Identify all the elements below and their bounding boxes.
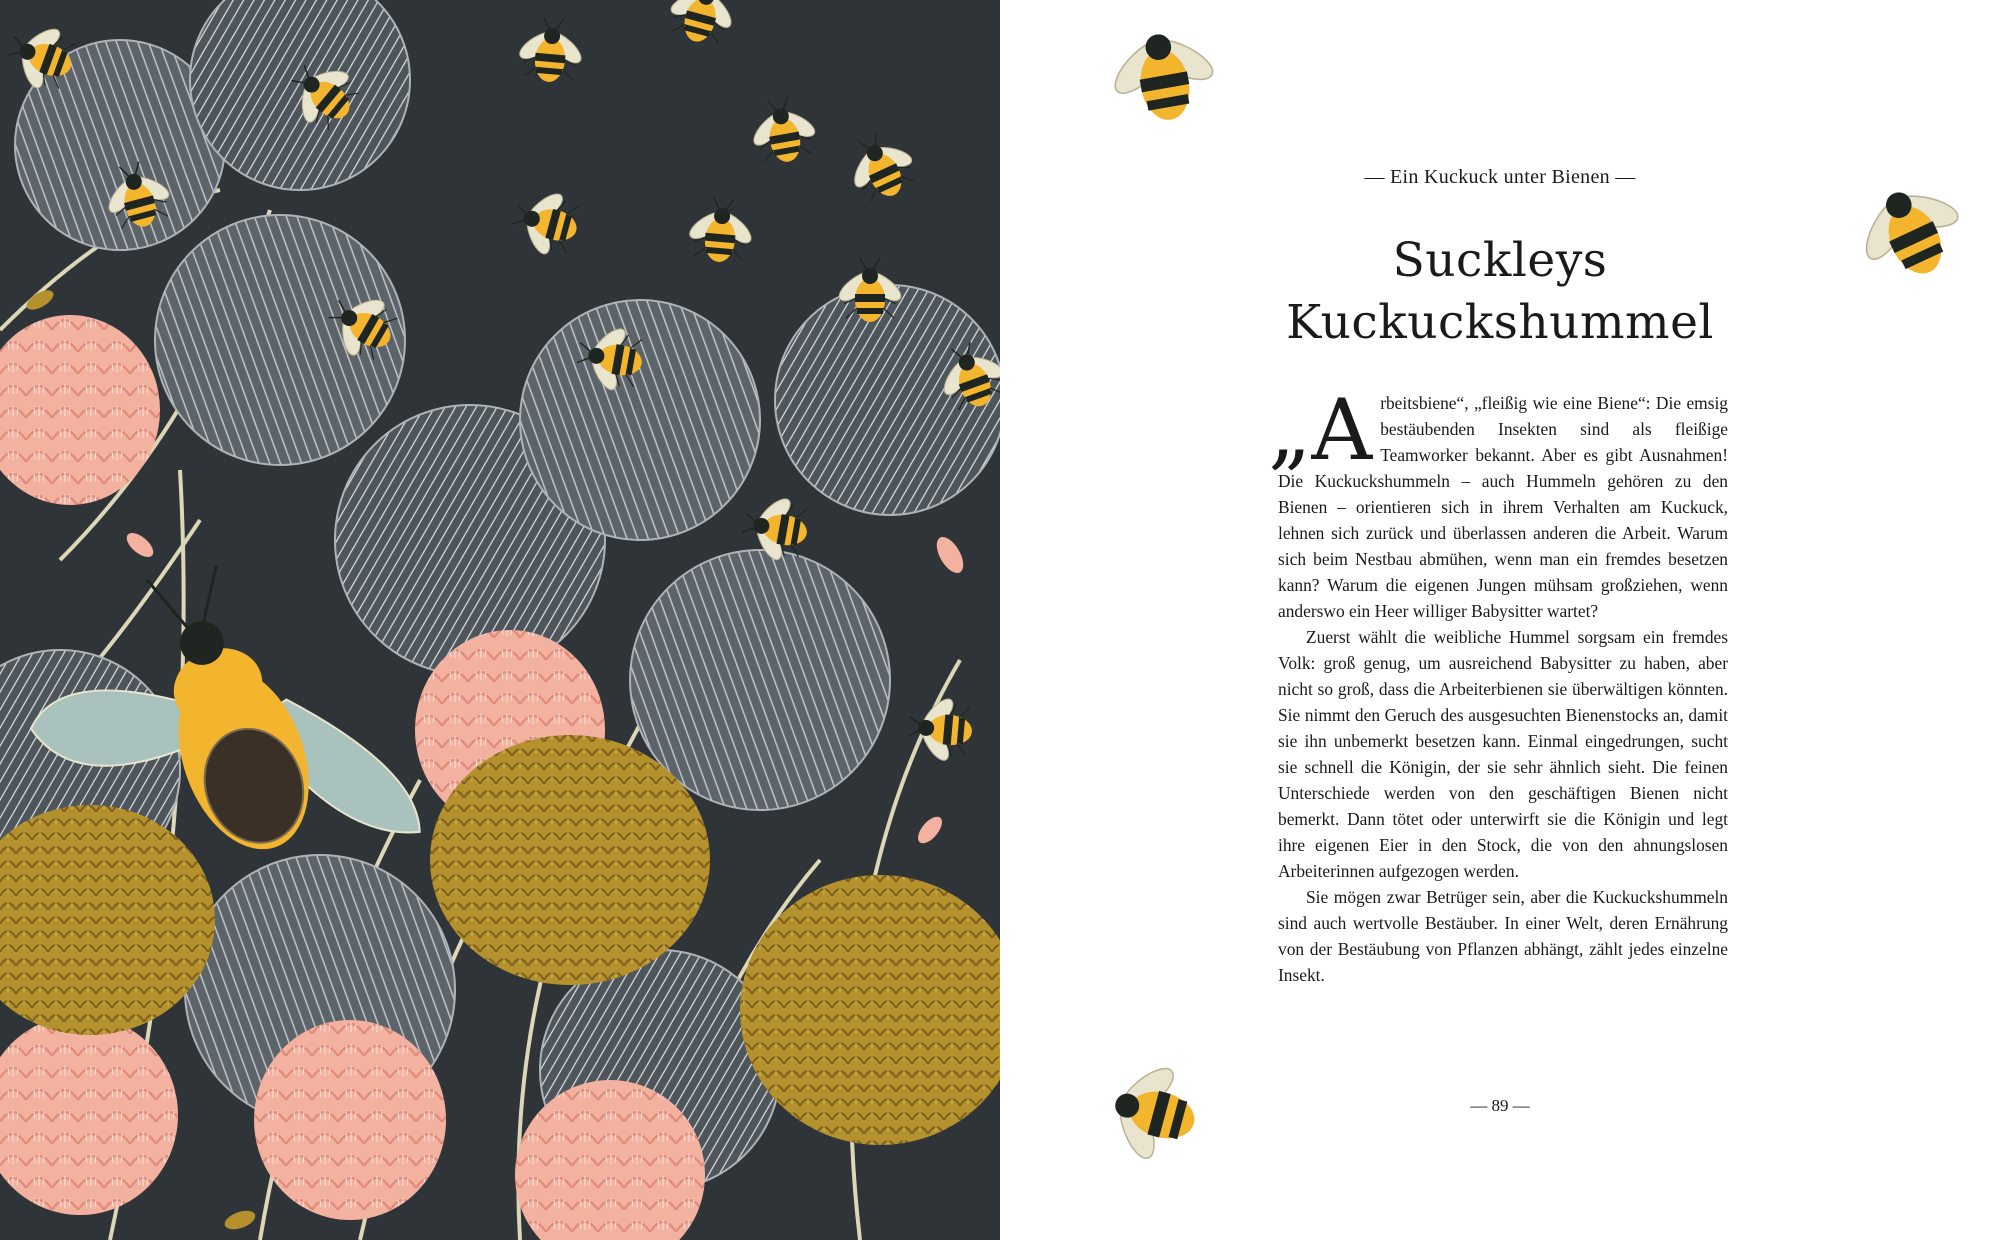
page-title	[1220, 230, 1780, 354]
paragraph-3: Sie mögen zwar Betrüger sein, aber die Kuckuckshummeln sind auch wertvolle Bestäuber. In einer Welt, deren Ernährung von der Bestäubung von Pflanzen abhängt, zählt jedes einzelne Insekt.	[1278, 887, 1728, 985]
drop-cap: „A	[1268, 381, 1373, 479]
title-line-1: Suckleys	[1392, 233, 1608, 288]
bee-illustration-bottom	[1075, 1050, 1250, 1180]
page-number: — 89 —	[1470, 1096, 1530, 1115]
chapter-kicker: — Ein Kuckuck unter Bienen —	[1364, 166, 1636, 188]
paragraph-1	[1268, 381, 1728, 624]
title-line-2: Kuckuckshummel	[1286, 295, 1714, 350]
paragraph-1-text: rbeitsbiene“, „fleißig wie eine Biene“: Die emsig bestäubenden Insekten sind als fleißige Teamworker bekannt. Aber es gibt Ausnahmen! Die Kuckuckshummeln – auch Hummeln gehören zu den Bienen – orientieren sich in ihrem Verhalten am Kuckuck, lehnen sich zurück und überlassen anderen die Arbeit. Warum sich beim Nestbau abmühen, wenn man ein fremdes besetzen kann? Warum die eigenen Jungen mühsam großziehen, wenn anderswo ein Heer williger Babysitter wartet?	[1278, 393, 1728, 621]
bee-illustration-right	[1830, 160, 2000, 320]
bee-illustration-top	[1080, 20, 1250, 150]
body-text	[1268, 381, 1728, 988]
text-page	[1240, 0, 1760, 1240]
paragraph-2: Zuerst wählt die weibliche Hummel sorgsam ein fremdes Volk: groß genug, um ausreichend Babysitter zu haben, aber nicht so groß, dass die Arbeiterbienen sie überwältigen könnten. Sie nimmt den Geruch des ausgesuchten Bienenstocks an, damit sie ihn unbemerkt besetzen kann. Einmal eingedrungen, sucht sie schnell die Königin, der sie sehr ähnlich sieht. Die feinen Unterschiede werden von den geschäftigen Bienen nicht bemerkt. Dann tötet oder unterwirft sie die Königin und legt ihre eigenen Eier in den Stock, die von den ahnungslosen Arbeiterinnen aufgezogen werden.	[1278, 627, 1728, 881]
